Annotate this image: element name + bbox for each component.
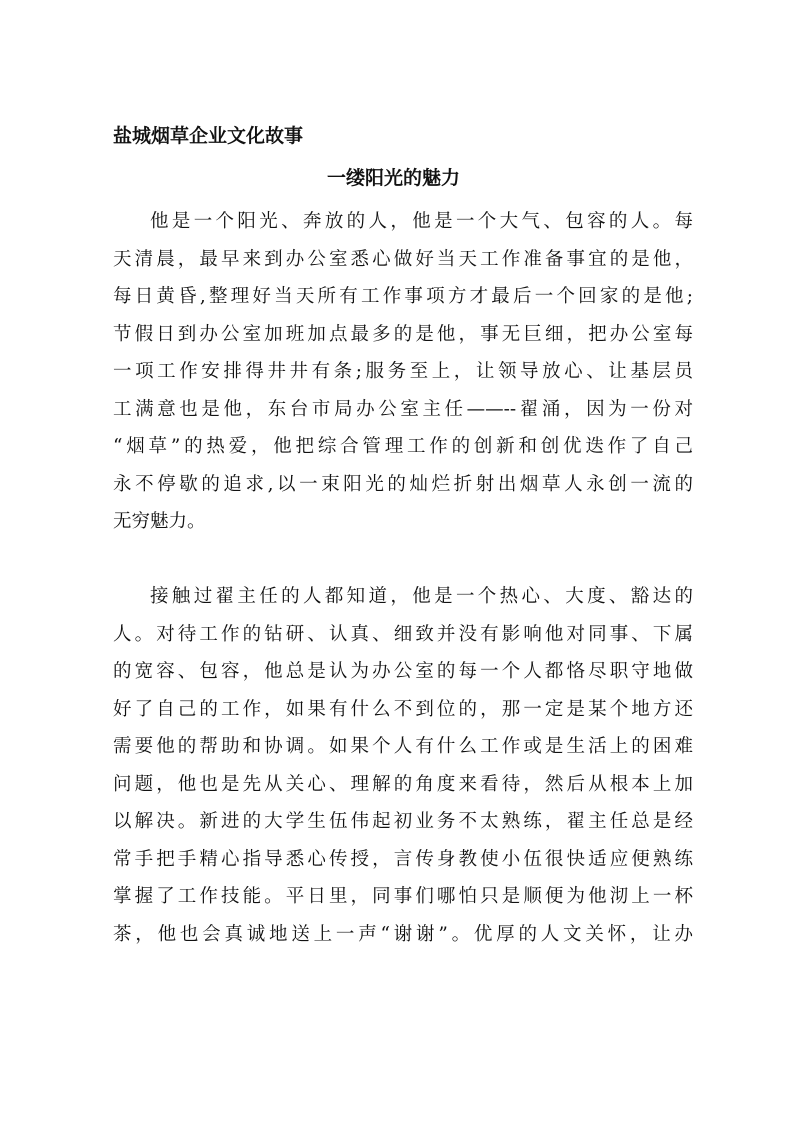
paragraph-2 [113,578,693,953]
paragraph-line: 的宽容、包容，他总是认为办公室的每一个人都恪尽职守地做 [113,661,693,682]
paragraph-line: 天清晨，最早来到办公室悉心做好当天工作准备事宜的是他， [113,248,693,270]
paragraph-line: 茶，他也会真诚地送上一声“谢谢”。优厚的人文关怀，让办 [113,923,693,945]
paragraph-line: 掌握了工作技能。平日里，同事们哪怕只是顺便为他沏上一杯 [113,886,693,907]
document-subtitle: 一缕阳光的魅力 [327,167,461,189]
document-title: 盐城烟草企业文化故事 [113,125,304,147]
paragraph-line: 永不停歇的追求,以一束阳光的灿烂折射出烟草人永创一流的 [113,473,693,495]
paragraph-line: 他是一个阳光、奔放的人，他是一个大气、包容的人。每 [150,211,693,232]
paragraph-line: 问题，他也是先从关心、理解的角度来看待，然后从根本上加 [113,773,693,795]
paragraph-line: 每日黄昏,整理好当天所有工作事项方才最后一个回家的是他; [113,286,693,307]
paragraph-line: 一项工作安排得井井有条;服务至上，让领导放心、让基层员 [113,361,693,382]
paragraph-line: 好了自己的工作，如果有什么不到位的，那一定是某个地方还 [113,698,693,720]
paragraph-line: 常手把手精心指导悉心传授，言传身教使小伍很快适应便熟练 [113,848,693,870]
paragraph-1 [113,203,693,541]
paragraph-line: 需要他的帮助和协调。如果个人有什么工作或是生活上的困难 [113,736,693,757]
paragraph-line: 人。对待工作的钻研、认真、细致并没有影响他对同事、下属 [113,623,693,645]
paragraph-line: 无穷魅力。 [113,511,206,532]
paragraph-line: 接触过翟主任的人都知道，他是一个热心、大度、豁达的 [150,586,693,607]
paragraph-line: 工满意也是他，东台市局办公室主任——--翟涌，因为一份对 [113,398,693,420]
paragraph-line: 节假日到办公室加班加点最多的是他，事无巨细，把办公室每 [113,323,693,345]
paragraph-line: 以解决。新进的大学生伍伟起初业务不太熟练，翟主任总是经 [113,811,693,832]
paragraph-line: “烟草”的热爱，他把综合管理工作的创新和创优迭作了自己 [113,436,693,457]
